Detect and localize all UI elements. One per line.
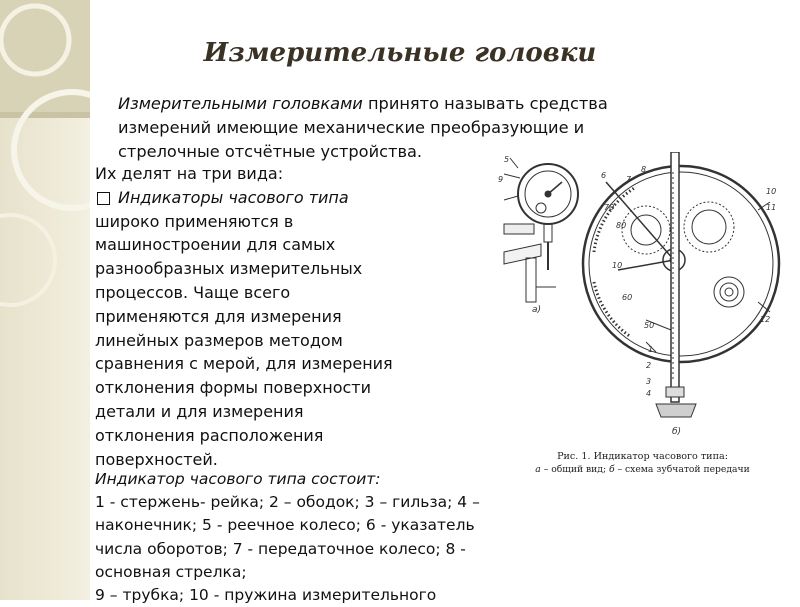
slide-title: Измерительные головки: [203, 38, 597, 68]
intro-term: Измерительными головками: [118, 94, 363, 113]
part-number: 1: [648, 345, 654, 354]
bullet-text-line: широко применяются в: [95, 211, 294, 231]
composition-line: наконечник; 5 - реечное колесо; 6 - указатель: [95, 516, 475, 535]
indicator-figure: [496, 152, 786, 437]
bullet-text-line: машиностроении для самых: [95, 235, 336, 255]
part-number: 2: [646, 361, 652, 370]
figure-label-a: а): [532, 305, 542, 315]
bullet-text-line: отклонения формы поверхности: [95, 378, 371, 398]
dial-mark: 10: [612, 261, 623, 270]
dial-indicator-drawing: [496, 152, 786, 437]
decorative-side-strip: [0, 0, 90, 600]
part-number: 12: [760, 315, 771, 324]
composition-section: [95, 468, 575, 607]
caption-title: Рис. 1. Индикатор часового типа:: [557, 451, 728, 462]
part-number: 10: [766, 187, 777, 196]
bullet-text-line: линейных размеров методом: [95, 330, 343, 350]
bullet-text-line: отклонения расположения: [95, 425, 324, 445]
strip-circles-decoration: [0, 0, 90, 600]
caption-a-text: – общий вид;: [540, 464, 609, 475]
composition-line: 9 – трубка; 10 - пружина измерительного: [95, 586, 437, 605]
intro-text-1: принято называть средства: [362, 94, 608, 113]
types-section: [95, 162, 495, 471]
caption-b-letter: б: [608, 464, 615, 475]
dial-mark: 50: [644, 321, 655, 330]
part-number: 6: [601, 171, 607, 180]
bullet-title: Индикаторы часового типа: [118, 187, 349, 207]
part-number: 8: [641, 165, 647, 174]
part-number: 5: [504, 155, 510, 164]
part-number: 4: [646, 389, 652, 398]
composition-lead: Индикатор часового типа состоит:: [95, 470, 381, 488]
bullet-text-line: поверхностей.: [95, 449, 218, 469]
bullet-text-line: сравнения с мерой, для измерения: [95, 354, 393, 374]
types-intro: Их делят на три вида:: [95, 164, 284, 183]
figure-label-b: б): [672, 427, 682, 437]
dial-mark: 70: [604, 203, 615, 212]
composition-line: числа оборотов; 7 - передаточное колесо; 8 -: [95, 539, 466, 558]
bullet-text-line: разнообразных измерительных: [95, 259, 363, 279]
caption-a-letter: а: [535, 464, 541, 475]
part-number: 3: [646, 377, 652, 386]
dial-mark: 60: [622, 293, 633, 302]
part-number: 7: [626, 175, 632, 184]
part-number: 9: [498, 175, 504, 184]
bullet-text-line: применяются для измерения: [95, 306, 342, 326]
bullet-item: [95, 186, 495, 210]
rack-rod: [671, 152, 679, 402]
caption-legend: [500, 463, 785, 476]
checkbox-bullet-icon: [97, 192, 110, 205]
bullet-text-line: процессов. Чаще всего: [95, 282, 291, 302]
intro-text-3: стрелочные отсчётные устройства.: [118, 142, 423, 161]
figure-caption: [500, 450, 785, 476]
part-number: 11: [766, 203, 777, 212]
bullet-text-line: детали и для измерения: [95, 401, 304, 421]
intro-text-2: измерений имеющие механические преобразующие и: [118, 118, 585, 137]
dial-mark: 80: [616, 221, 627, 230]
caption-b-text: – схема зубчатой передачи: [614, 464, 750, 475]
composition-line: основная стрелка;: [95, 562, 247, 581]
composition-line: 1 - стержень- рейка; 2 – ободок; 3 – гильза; 4 –: [95, 493, 480, 512]
